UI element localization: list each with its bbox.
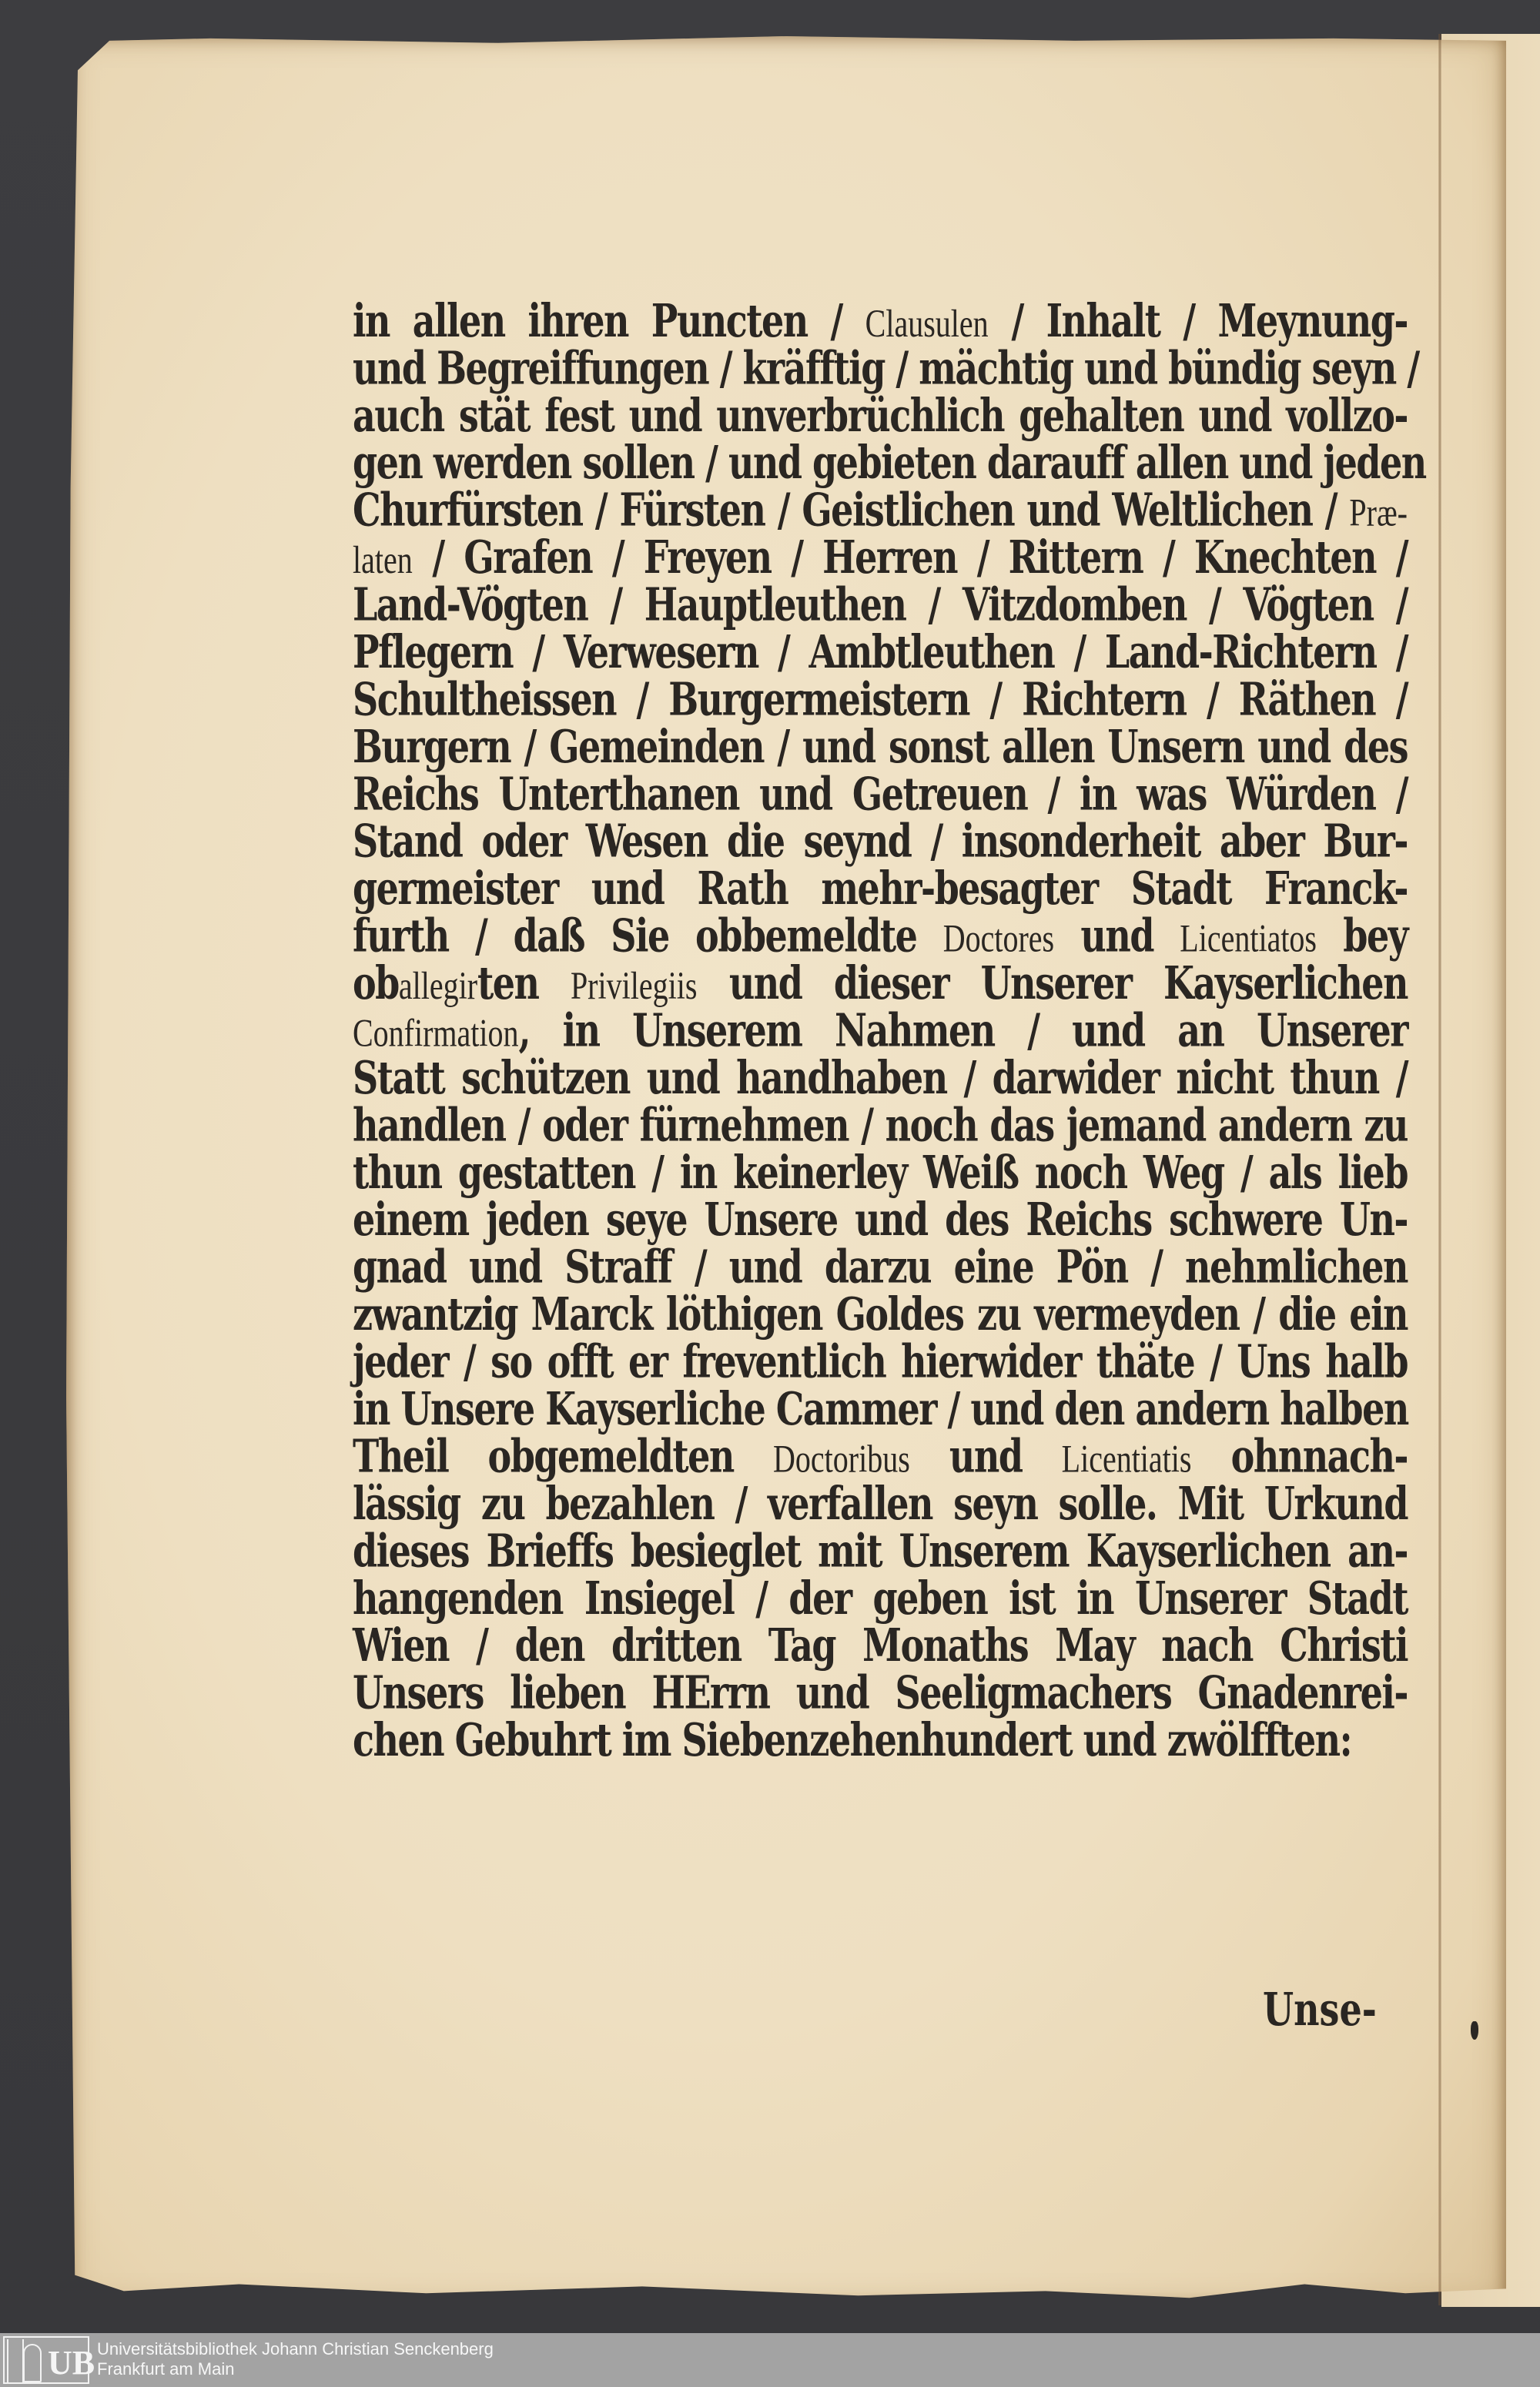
fraktur-text: Schultheissen / Burgermeistern / Richtern / Räthen / xyxy=(353,672,1408,726)
fraktur-text: auch stät fest und unverbrüchlich gehalten und vollzo- xyxy=(353,388,1408,442)
fraktur-text: in allen ihren Puncten / xyxy=(353,293,865,347)
fraktur-text: handlen / oder fürnehmen / noch das jemand andern zu xyxy=(353,1098,1408,1152)
text-line xyxy=(353,338,1419,395)
text-line xyxy=(353,1095,1408,1152)
text-line xyxy=(353,433,1426,490)
antiqua-word: Confirmation xyxy=(353,1010,519,1055)
fraktur-text: Reichs Unterthanen und Getreuen / in was Würden / xyxy=(353,767,1408,821)
text-line xyxy=(353,1427,1408,1483)
fraktur-text: Statt schützen und handhaben / darwider nicht thun / xyxy=(353,1050,1408,1104)
fraktur-text: und xyxy=(1054,909,1180,962)
text-line xyxy=(353,812,1408,868)
catchword: Unse- xyxy=(1263,1983,1377,2037)
fraktur-text: Land-Vögten / Hauptleuthen / Vitzdomben / Vögten / xyxy=(353,578,1408,631)
text-line xyxy=(353,1521,1408,1578)
footer-caption xyxy=(97,2339,494,2379)
book-pages-icon xyxy=(7,2339,24,2382)
text-line xyxy=(353,386,1408,442)
text-line xyxy=(353,670,1408,726)
text-line xyxy=(353,291,1408,347)
text-line xyxy=(353,1379,1408,1436)
text-line xyxy=(353,480,1408,537)
text-line xyxy=(353,953,1408,1010)
fraktur-text: Unsers lieben HErrn und Seeligmachers Gnadenrei- xyxy=(353,1666,1408,1719)
fraktur-text: / Grafen / Freyen / Herren / Rittern / Knechten / xyxy=(412,531,1408,584)
fraktur-text: jeder / so offt er freventlich hierwider thäte / Uns halb xyxy=(353,1334,1408,1388)
text-line xyxy=(353,1710,1408,1767)
fraktur-text: Burgern / Gemeinden / und sonst allen Unsern und des xyxy=(353,719,1408,773)
text-line xyxy=(353,1615,1408,1672)
page-fold-line xyxy=(1438,34,1441,2305)
fraktur-text: thun gestatten / in keinerley Weiß noch Weg / als lieb xyxy=(353,1145,1408,1199)
fraktur-text: dieses Brieffs besieglet mit Unserem Kayserlichen an- xyxy=(353,1524,1408,1578)
fraktur-text: in Unsere Kayserliche Cammer / und den andern halben xyxy=(353,1381,1408,1436)
fraktur-text: und xyxy=(909,1429,1062,1483)
fraktur-text: chen Gebuhrt im Siebenzehenhundert und zwölfften: xyxy=(353,1713,1352,1767)
text-line xyxy=(353,1474,1408,1530)
fraktur-text: und dieser Unserer Kayserlichen xyxy=(697,956,1408,1010)
antiqua-word: Præ- xyxy=(1349,490,1408,535)
text-line xyxy=(353,1284,1408,1341)
fraktur-text: gnad und Straff / und darzu eine Pön / nehmlichen xyxy=(353,1240,1408,1294)
text-line xyxy=(353,1001,1408,1057)
logo-text: UB xyxy=(48,2344,95,2382)
library-footer-banner xyxy=(0,2333,1540,2387)
text-line xyxy=(353,1048,1408,1104)
institution-name: Universitätsbibliothek Johann Christian Senckenberg xyxy=(97,2339,494,2359)
text-line xyxy=(353,1568,1408,1625)
text-line xyxy=(353,1237,1408,1294)
fraktur-text: bey xyxy=(1317,909,1408,962)
antiqua-word: Doctores xyxy=(942,916,1055,961)
antiqua-word: Doctoribus xyxy=(773,1436,910,1481)
text-line xyxy=(353,1663,1408,1719)
text-line xyxy=(353,527,1408,584)
fraktur-text: Wien / den dritten Tag Monaths May nach Christi xyxy=(353,1619,1408,1672)
fraktur-text: Pflegern / Verwesern / Ambtleuthen / Land-Richtern / xyxy=(353,624,1408,679)
fraktur-text: lässig zu bezahlen / verfallen seyn solle. Mit Urkund xyxy=(353,1476,1408,1530)
fraktur-text: germeister und Rath mehr-besagter Stadt Franck- xyxy=(353,862,1408,916)
antiqua-word: allegir xyxy=(398,962,478,1008)
fraktur-text: und Begreiffungen / kräfftig / mächtig und bündig seyn / xyxy=(353,341,1419,395)
fraktur-text: gen werden sollen / und gebieten darauff allen und jeden xyxy=(353,436,1426,490)
fraktur-text: ob xyxy=(353,956,399,1010)
text-line xyxy=(353,1190,1408,1247)
fraktur-text: ohnnach- xyxy=(1191,1429,1408,1483)
fraktur-text: ten xyxy=(477,956,571,1010)
fraktur-text: einem jeden seye Unsere und des Reichs schwere Un- xyxy=(353,1193,1408,1247)
antiqua-word: Licentiatis xyxy=(1061,1436,1192,1481)
text-line xyxy=(353,622,1408,679)
fraktur-text: Theil obgemeldten xyxy=(353,1429,774,1483)
fraktur-text: furth / daß Sie obbemeldte xyxy=(353,909,943,962)
fraktur-text: hangenden Insiegel / der geben ist in Unserer Stadt xyxy=(353,1571,1408,1625)
text-line xyxy=(353,906,1408,962)
institution-city: Frankfurt am Main xyxy=(97,2359,235,2379)
antiqua-word: laten xyxy=(353,537,413,582)
antiqua-word: Clausulen xyxy=(865,300,989,346)
ub-logo xyxy=(3,2336,95,2384)
fraktur-text: , in Unserem Nahmen / und an Unserer xyxy=(518,1003,1408,1057)
portrait-icon xyxy=(23,2344,42,2382)
fraktur-text: / Inhalt / Meynung- xyxy=(988,293,1408,347)
text-line xyxy=(353,1143,1408,1199)
fraktur-text: Stand oder Wesen die seynd / insonderheit aber Bur- xyxy=(353,814,1408,868)
fraktur-text: zwantzig Marck löthigen Goldes zu vermeyden / die ein xyxy=(353,1287,1408,1341)
ink-blot-mark xyxy=(1471,2021,1478,2040)
text-line xyxy=(353,1332,1408,1388)
fraktur-text: Churfürsten / Fürsten / Geistlichen und Weltlichen / xyxy=(353,483,1350,537)
text-line xyxy=(353,764,1408,821)
antiqua-word: Privilegiis xyxy=(570,962,698,1008)
text-line xyxy=(353,575,1408,631)
text-line xyxy=(353,717,1408,773)
antiqua-word: Licentiatos xyxy=(1180,916,1317,961)
printed-text-block xyxy=(353,291,1426,1767)
text-line xyxy=(353,859,1408,916)
